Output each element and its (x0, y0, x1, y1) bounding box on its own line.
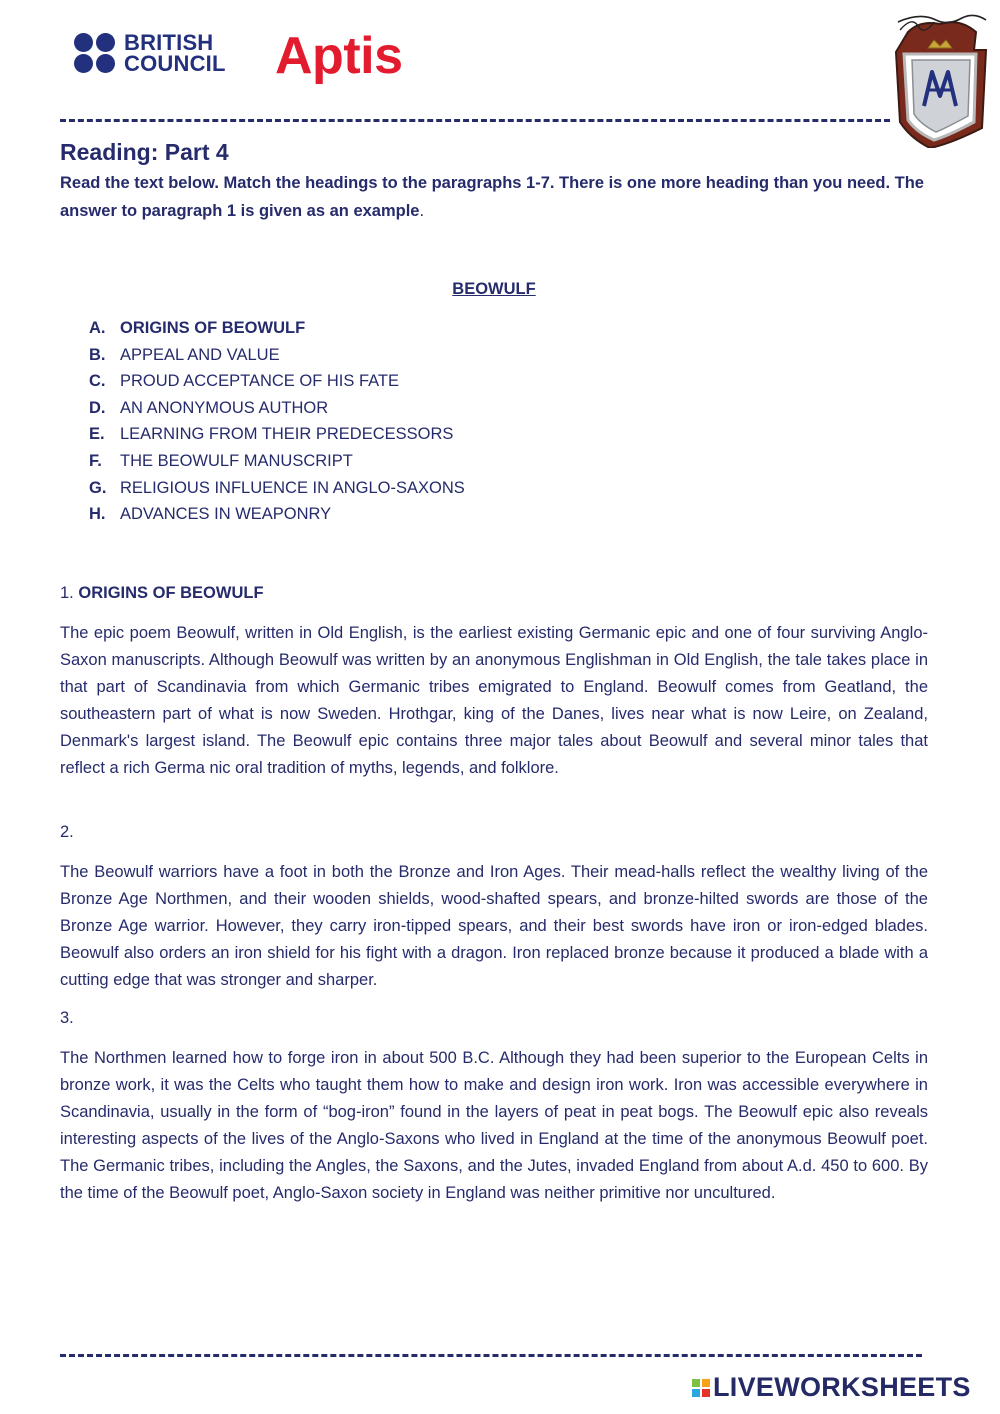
heading-text: ADVANCES IN WEAPONRY (120, 505, 332, 524)
montfort-crest-icon (890, 10, 990, 148)
paragraph-number: 3. (60, 1009, 74, 1027)
heading-text: PROUD ACCEPTANCE OF HIS FATE (120, 372, 400, 391)
heading-item (89, 475, 465, 502)
paragraph-1-label (60, 584, 264, 603)
paragraph-3-label (60, 1009, 74, 1028)
heading-text: LEARNING FROM THEIR PREDECESSORS (120, 425, 454, 444)
headings-list (89, 315, 465, 528)
heading-text: THE BEOWULF MANUSCRIPT (120, 451, 353, 470)
page-title: Reading: Part 4 (60, 139, 229, 165)
heading-item (89, 342, 465, 369)
bc-logo-line1: BRITISH (124, 30, 214, 55)
heading-letter: A. (89, 319, 106, 337)
heading-item (89, 448, 465, 475)
heading-letter: B. (89, 345, 106, 364)
heading-item (89, 368, 465, 395)
heading-text: AN ANONYMOUS AUTHOR (120, 398, 329, 417)
heading-text: APPEAL AND VALUE (120, 345, 280, 364)
instructions (60, 169, 930, 225)
heading-letter: E. (89, 425, 105, 444)
bc-logo-line2: COUNCIL (124, 51, 226, 76)
document-title: BEOWULF (452, 280, 536, 298)
british-council-logo (74, 32, 226, 74)
bottom-dashed-divider (60, 1354, 922, 1357)
paragraph-answer: ORIGINS OF BEOWULF (78, 584, 264, 602)
heading-letter: H. (89, 505, 106, 524)
paragraph-2-text: The Beowulf warriors have a foot in both the Bronze and Iron Ages. Their mead-halls reflect the wealthy living of the Bronze Age Northmen, and their wooden shields, wood-shafted spears, and bronze-hilted swords are those of the Bronze Age warrior. However, they carry iron-tipped spears, and their best swords have iron or iron-edged blades. Beowulf also orders an iron shield for his fight with a dragon. Iron replaced bronze because it produced a blade with a cutting edge that was stronger and sharper. (60, 863, 928, 989)
liveworksheets-brand: LIVEWORKSHEETS (713, 1372, 971, 1402)
aptis-logo: Aptis (275, 27, 403, 85)
paragraph-1-text: The epic poem Beowulf, written in Old English, is the earliest existing Germanic epic and one of four surviving Anglo-Saxon manuscripts. Although Beowulf was written by an anonymous Englishman in Old English, the tale takes place in that part of Scandinavia from which Germanic tribes emigrated to England. Beowulf comes from Geatland, the southeastern part of what is now Sweden. Hrothgar, king of the Danes, lives near what is now Leire, on Zealand, Denmark's largest island. The Beowulf epic contains three major tales about Beowulf and several minor tales that reflect a rich Germa nic oral tradition of myths, legends, and folklore. (60, 624, 928, 777)
paragraph-number: 1. (60, 584, 74, 602)
heading-letter: D. (89, 398, 106, 417)
paragraph-number: 2. (60, 823, 74, 841)
heading-letter: G. (89, 478, 107, 497)
heading-item (89, 315, 465, 342)
paragraph-3-text: The Northmen learned how to forge iron in about 500 B.C. Although they had been superior to the European Celts in bronze work, it was the Celts who taught them how to make and design iron work. Iron was accessible everywhere in Scandinavia, usually in the form of “bog-iron” found in the layers of peat in peat bogs. The Beowulf epic also reveals interesting aspects of the lives of the Anglo-Saxons who lived in England at the time of the anonymous Beowulf poet. The Germanic tribes, including the Angles, the Saxons, and the Jutes, invaded England from about A.d. 450 to 600. By the time of the Beowulf poet, Anglo-Saxon society in England was neither primitive nor uncultured. (60, 1049, 928, 1202)
heading-item (89, 395, 465, 422)
heading-item (89, 501, 465, 528)
top-dashed-divider (60, 119, 890, 122)
instructions-main: Read the text below. Match the headings to the paragraphs 1-7. There is one more heading than you need. The answer to paragraph 1 is given as an example (60, 174, 924, 220)
liveworksheets-squares-icon (692, 1379, 710, 1397)
paragraph-2-label (60, 823, 74, 842)
heading-letter: C. (89, 372, 106, 391)
heading-item (89, 421, 465, 448)
liveworksheets-logo (692, 1372, 971, 1403)
heading-text: RELIGIOUS INFLUENCE IN ANGLO-SAXONS (120, 478, 465, 497)
instructions-end: . (419, 202, 425, 220)
british-council-dots-icon (74, 33, 116, 73)
heading-text: ORIGINS OF BEOWULF (120, 319, 306, 337)
heading-letter: F. (89, 451, 102, 470)
